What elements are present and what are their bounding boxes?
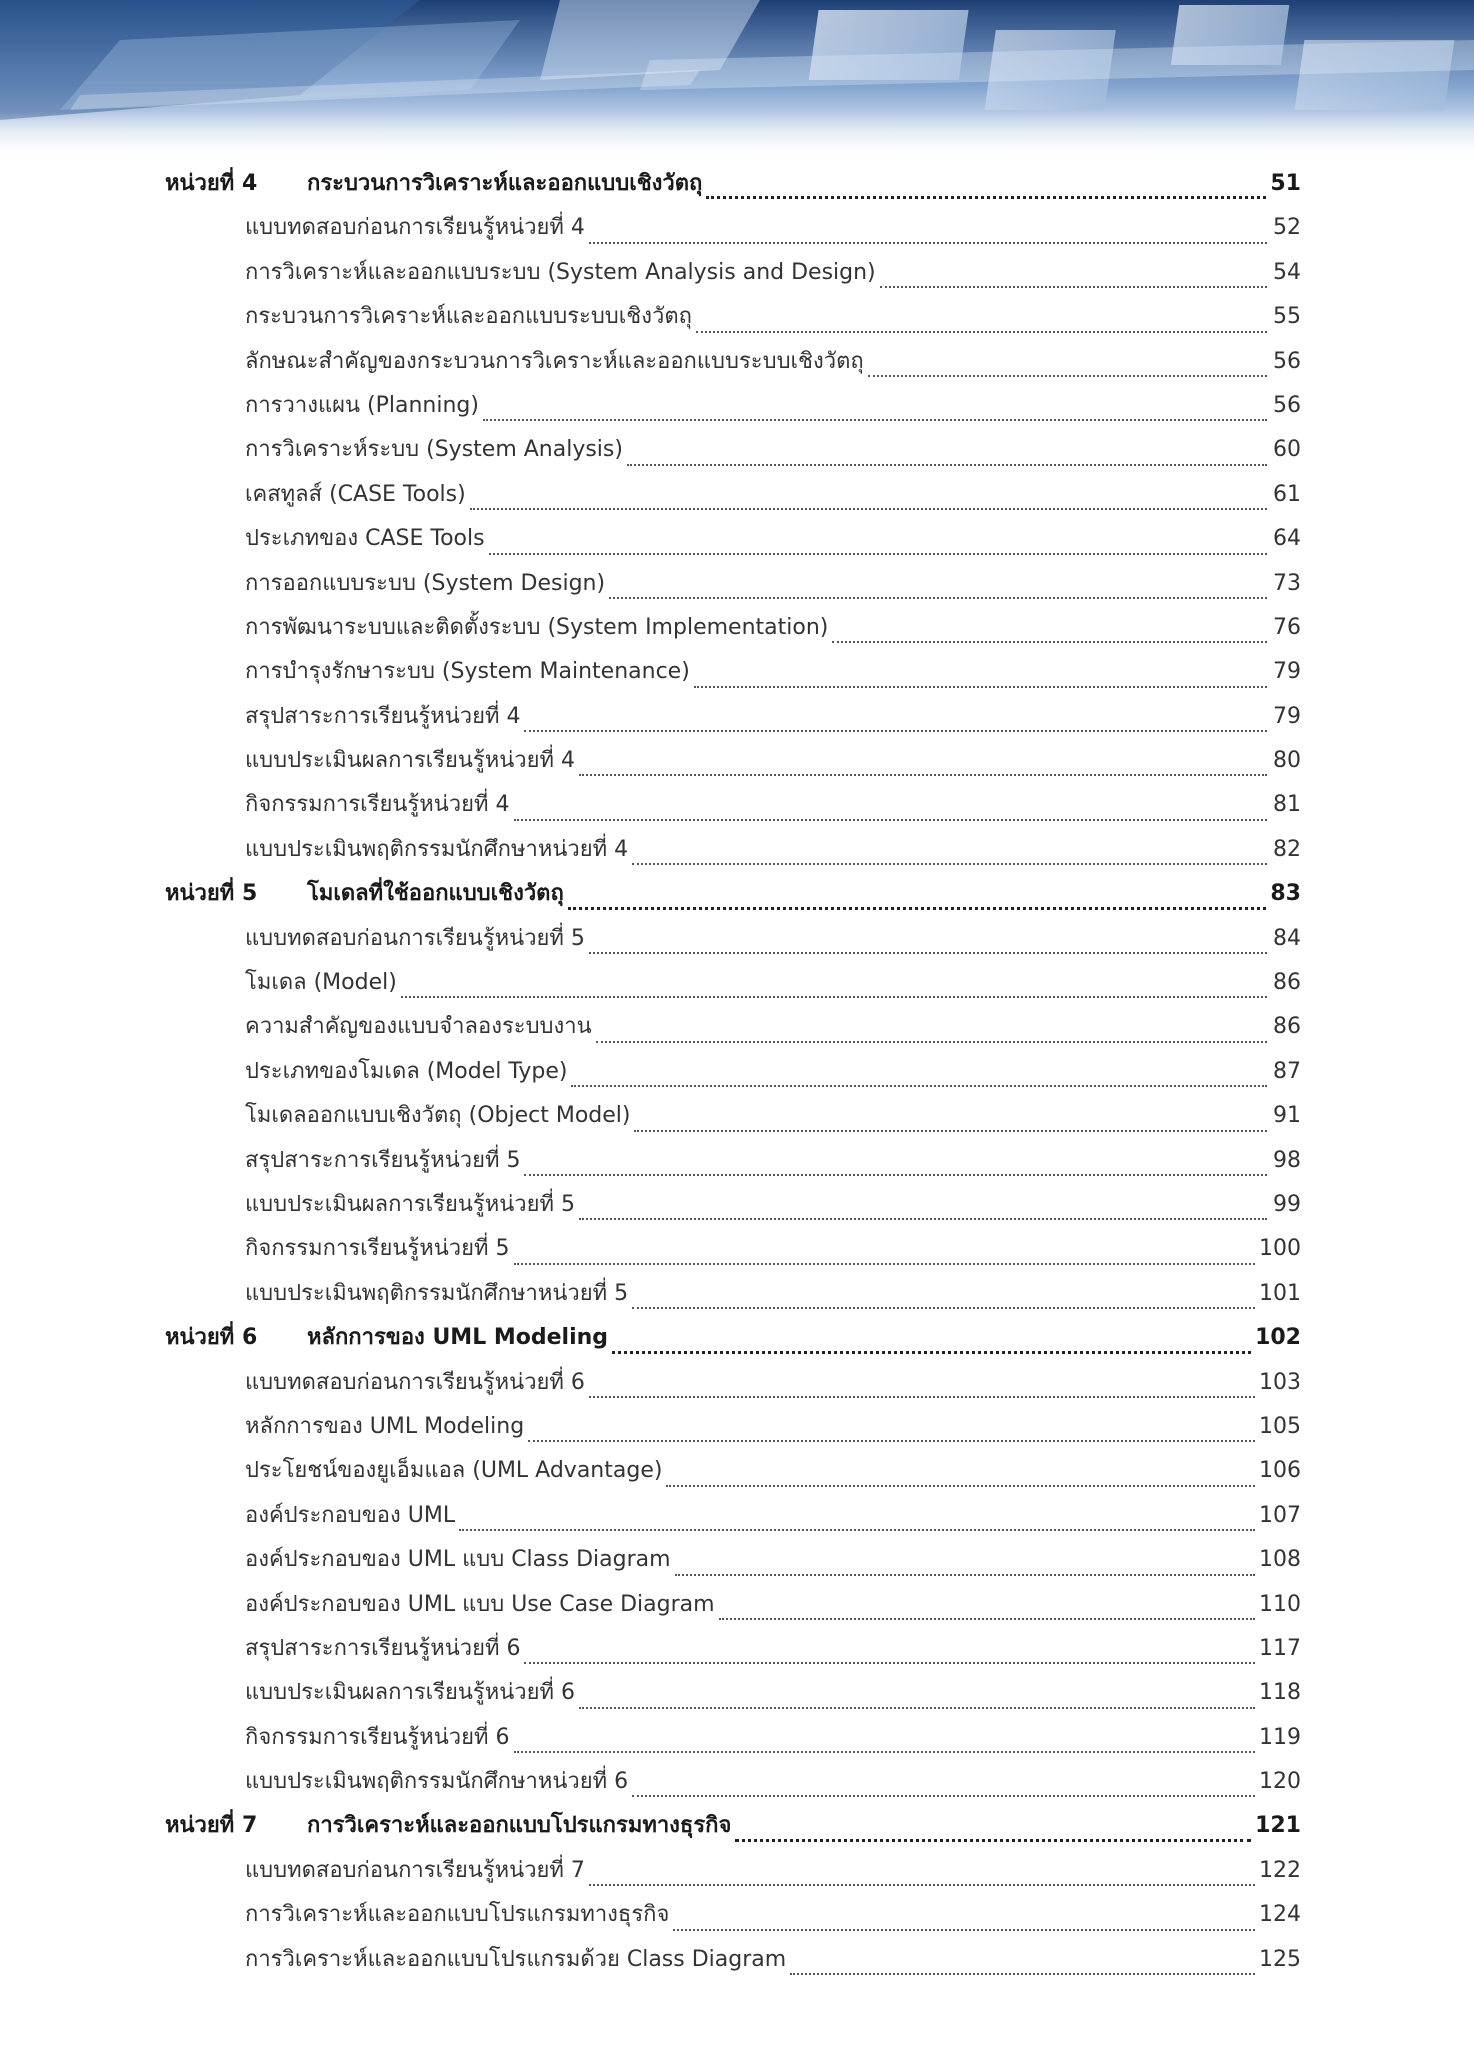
page-number: 119 <box>1259 1724 1301 1750</box>
dot-leader <box>735 1839 1251 1842</box>
entry-title: ความสำคัญของแบบจำลองระบบงาน <box>245 1014 592 1040</box>
toc-entry-row[interactable] <box>165 517 1301 561</box>
page-number: 103 <box>1259 1369 1301 1395</box>
toc-entry-row[interactable] <box>165 1449 1301 1493</box>
entry-title: แบบประเมินผลการเรียนรู้หน่วยที่ 6 <box>245 1680 575 1706</box>
dot-leader <box>579 1218 1267 1220</box>
dot-leader <box>589 1396 1255 1398</box>
unit-title: การวิเคราะห์และออกแบบโปรแกรมทางธุรกิจ <box>307 1813 732 1839</box>
entry-title: สรุปสาระการเรียนรู้หน่วยที่ 5 <box>245 1147 521 1173</box>
toc-entry-row[interactable] <box>165 1671 1301 1715</box>
dot-leader <box>470 508 1267 510</box>
page-number: 125 <box>1259 1946 1301 1972</box>
page-number: 73 <box>1273 570 1301 596</box>
page-number: 121 <box>1255 1813 1301 1839</box>
toc-entry-row[interactable] <box>165 1183 1301 1227</box>
dot-leader <box>589 1884 1255 1886</box>
page-number: 106 <box>1259 1458 1301 1484</box>
entry-title: แบบประเมินพฤติกรรมนักศึกษาหน่วยที่ 4 <box>245 836 629 862</box>
entry-title: การวิเคราะห์และออกแบบโปรแกรมทางธุรกิจ <box>245 1902 670 1928</box>
toc-entry-row[interactable] <box>165 1538 1301 1582</box>
toc-entry-row[interactable] <box>165 606 1301 650</box>
page-number: 117 <box>1259 1635 1301 1661</box>
dot-leader <box>483 419 1267 421</box>
unit-label: หน่วยที่ 6 <box>165 1325 258 1351</box>
toc-entry-row[interactable] <box>165 1139 1301 1183</box>
page-number: 105 <box>1259 1413 1301 1439</box>
dot-leader <box>880 286 1267 288</box>
page-number: 80 <box>1273 748 1301 774</box>
toc-entry-row[interactable] <box>165 1627 1301 1671</box>
entry-title: กิจกรรมการเรียนรู้หน่วยที่ 4 <box>245 792 510 818</box>
toc-entry-row[interactable] <box>165 384 1301 428</box>
page-number: 79 <box>1273 659 1301 685</box>
entry-title: แบบทดสอบก่อนการเรียนรู้หน่วยที่ 5 <box>245 925 585 951</box>
page-number: 64 <box>1273 526 1301 552</box>
page-number: 83 <box>1270 881 1301 907</box>
entry-title: โมเดล (Model) <box>245 970 397 996</box>
page-number: 79 <box>1273 703 1301 729</box>
page-number: 110 <box>1259 1591 1301 1617</box>
toc-entry-row[interactable] <box>165 1005 1301 1049</box>
header-banner <box>0 0 1474 160</box>
entry-title: แบบทดสอบก่อนการเรียนรู้หน่วยที่ 6 <box>245 1369 585 1395</box>
page-number: 87 <box>1273 1058 1301 1084</box>
entry-title: การวิเคราะห์ระบบ (System Analysis) <box>245 437 623 463</box>
entry-title: กระบวนการวิเคราะห์และออกแบบระบบเชิงวัตถุ <box>245 304 692 330</box>
dot-leader <box>632 1795 1255 1797</box>
page-number: 107 <box>1259 1502 1301 1528</box>
page-number: 81 <box>1273 792 1301 818</box>
page-number: 76 <box>1273 614 1301 640</box>
dot-leader <box>694 686 1267 688</box>
toc-entry-row[interactable] <box>165 1361 1301 1405</box>
page-number: 124 <box>1259 1902 1301 1928</box>
entry-title: องค์ประกอบของ UML <box>245 1502 456 1528</box>
dot-leader <box>868 375 1267 377</box>
toc-entry-row[interactable] <box>165 1938 1301 1982</box>
dot-leader <box>627 464 1267 466</box>
dot-leader <box>632 863 1267 865</box>
dot-leader <box>589 242 1267 244</box>
dot-leader <box>568 907 1267 910</box>
toc-entry-row[interactable] <box>165 206 1301 250</box>
page-number: 51 <box>1270 171 1301 196</box>
page-number: 86 <box>1273 970 1301 996</box>
dot-leader <box>589 952 1267 954</box>
entry-title: การวิเคราะห์และออกแบบระบบ (System Analysis and Design) <box>245 259 876 285</box>
toc-unit-row[interactable] <box>165 1316 1301 1360</box>
page-number: 101 <box>1259 1280 1301 1306</box>
entry-title: การบำรุงรักษาระบบ (System Maintenance) <box>245 659 690 685</box>
page-number: 56 <box>1273 348 1301 374</box>
page-number: 100 <box>1259 1236 1301 1262</box>
toc-entry-row[interactable] <box>165 428 1301 472</box>
entry-title: เคสทูลส์ (CASE Tools) <box>245 481 466 507</box>
dot-leader <box>524 1174 1267 1176</box>
toc-entry-row[interactable] <box>165 1849 1301 1893</box>
toc-entry-row[interactable] <box>165 1893 1301 1937</box>
entry-title: ประเภทของโมเดล (Model Type) <box>245 1058 568 1084</box>
toc-entry-row[interactable] <box>165 295 1301 339</box>
page-number: 99 <box>1273 1191 1301 1217</box>
toc-entry-row[interactable] <box>165 961 1301 1005</box>
dot-leader <box>634 1130 1267 1132</box>
dot-leader <box>528 1440 1255 1442</box>
entry-title: องค์ประกอบของ UML แบบ Use Case Diagram <box>245 1591 715 1617</box>
unit-label: หน่วยที่ 5 <box>165 881 258 907</box>
page-number: 54 <box>1273 259 1301 285</box>
entry-title: ประเภทของ CASE Tools <box>245 526 485 552</box>
page-number: 108 <box>1259 1547 1301 1573</box>
dot-leader <box>632 1307 1255 1309</box>
toc-entry-row[interactable] <box>165 1272 1301 1316</box>
entry-title: การวางแผน (Planning) <box>245 392 479 418</box>
entry-title: แบบทดสอบก่อนการเรียนรู้หน่วยที่ 7 <box>245 1857 585 1883</box>
toc-entry-row[interactable] <box>165 783 1301 827</box>
entry-title: หลักการของ UML Modeling <box>245 1413 525 1439</box>
page-number: 122 <box>1259 1857 1301 1883</box>
dot-leader <box>706 196 1266 199</box>
page-number: 52 <box>1273 215 1301 241</box>
dot-leader <box>524 730 1267 732</box>
toc-entry-row[interactable] <box>165 1405 1301 1449</box>
toc-entry-row[interactable] <box>165 1050 1301 1094</box>
entry-title: การออกแบบระบบ (System Design) <box>245 570 606 596</box>
toc-unit-row[interactable] <box>165 1804 1301 1848</box>
entry-title: สรุปสาระการเรียนรู้หน่วยที่ 4 <box>245 703 521 729</box>
dot-leader <box>790 1973 1255 1975</box>
entry-title: การพัฒนาระบบและติดตั้งระบบ (System Implementation) <box>245 614 829 640</box>
entry-title: การวิเคราะห์และออกแบบโปรแกรมด้วย Class Diagram <box>245 1946 787 1972</box>
entry-title: สรุปสาระการเรียนรู้หน่วยที่ 6 <box>245 1635 521 1661</box>
banner-graphic <box>0 0 1474 160</box>
toc-entry-row[interactable] <box>165 1094 1301 1138</box>
page-number: 98 <box>1273 1147 1301 1173</box>
toc-entry-row[interactable] <box>165 1760 1301 1804</box>
page-number: 84 <box>1273 925 1301 951</box>
toc-unit-row[interactable] <box>165 872 1301 916</box>
table-of-contents <box>165 162 1301 1982</box>
toc-entry-row[interactable] <box>165 473 1301 517</box>
dot-leader <box>579 1707 1255 1709</box>
entry-title: โมเดลออกแบบเชิงวัตถุ (Object Model) <box>245 1103 631 1129</box>
entry-title: แบบประเมินพฤติกรรมนักศึกษาหน่วยที่ 5 <box>245 1280 629 1306</box>
entry-title: แบบประเมินผลการเรียนรู้หน่วยที่ 4 <box>245 748 575 774</box>
dot-leader <box>489 553 1267 555</box>
toc-entry-row[interactable] <box>165 1227 1301 1271</box>
toc-unit-row[interactable] <box>165 162 1301 206</box>
dot-leader <box>401 996 1267 998</box>
entry-title: ลักษณะสำคัญของกระบวนการวิเคราะห์และออกแบบระบบเชิงวัตถุ <box>245 348 864 374</box>
dot-leader <box>524 1662 1255 1664</box>
toc-entry-row[interactable] <box>165 1583 1301 1627</box>
dot-leader <box>514 1751 1255 1753</box>
dot-leader <box>675 1574 1255 1576</box>
unit-label: หน่วยที่ 4 <box>165 171 258 196</box>
page-number: 61 <box>1273 481 1301 507</box>
toc-entry-row[interactable] <box>165 340 1301 384</box>
dot-leader <box>719 1618 1255 1620</box>
entry-title: ประโยชน์ของยูเอ็มแอล (UML Advantage) <box>245 1458 663 1484</box>
toc-entry-row[interactable] <box>165 917 1301 961</box>
entry-title: แบบทดสอบก่อนการเรียนรู้หน่วยที่ 4 <box>245 215 585 241</box>
unit-label: หน่วยที่ 7 <box>165 1813 258 1839</box>
page-number: 86 <box>1273 1014 1301 1040</box>
entry-title: กิจกรรมการเรียนรู้หน่วยที่ 5 <box>245 1236 510 1262</box>
unit-title: กระบวนการวิเคราะห์และออกแบบเชิงวัตถุ <box>307 171 703 196</box>
dot-leader <box>579 774 1267 776</box>
unit-title: หลักการของ UML Modeling <box>307 1325 609 1351</box>
dot-leader <box>596 1041 1267 1043</box>
entry-title: กิจกรรมการเรียนรู้หน่วยที่ 6 <box>245 1724 510 1750</box>
dot-leader <box>832 641 1267 643</box>
page-number: 102 <box>1255 1325 1301 1351</box>
dot-leader <box>673 1929 1255 1931</box>
page-number: 82 <box>1273 836 1301 862</box>
toc-entry-row[interactable] <box>165 562 1301 606</box>
toc-entry-row[interactable] <box>165 828 1301 872</box>
toc-entry-row[interactable] <box>165 650 1301 694</box>
page-number: 118 <box>1259 1680 1301 1706</box>
entry-title: แบบประเมินผลการเรียนรู้หน่วยที่ 5 <box>245 1191 575 1217</box>
toc-entry-row[interactable] <box>165 695 1301 739</box>
page-number: 120 <box>1259 1769 1301 1795</box>
unit-title: โมเดลที่ใช้ออกแบบเชิงวัตถุ <box>307 881 564 907</box>
dot-leader <box>609 597 1267 599</box>
toc-entry-row[interactable] <box>165 739 1301 783</box>
entry-title: องค์ประกอบของ UML แบบ Class Diagram <box>245 1547 671 1573</box>
toc-entry-row[interactable] <box>165 1494 1301 1538</box>
toc-entry-row[interactable] <box>165 251 1301 295</box>
page-number: 56 <box>1273 392 1301 418</box>
dot-leader <box>514 1263 1255 1265</box>
dot-leader <box>571 1085 1267 1087</box>
page-number: 60 <box>1273 437 1301 463</box>
toc-entry-row[interactable] <box>165 1716 1301 1760</box>
dot-leader <box>459 1529 1255 1531</box>
page-number: 91 <box>1273 1103 1301 1129</box>
dot-leader <box>514 819 1267 821</box>
dot-leader <box>612 1351 1251 1354</box>
dot-leader <box>696 331 1267 333</box>
page-number: 55 <box>1273 304 1301 330</box>
dot-leader <box>666 1485 1255 1487</box>
entry-title: แบบประเมินพฤติกรรมนักศึกษาหน่วยที่ 6 <box>245 1769 629 1795</box>
